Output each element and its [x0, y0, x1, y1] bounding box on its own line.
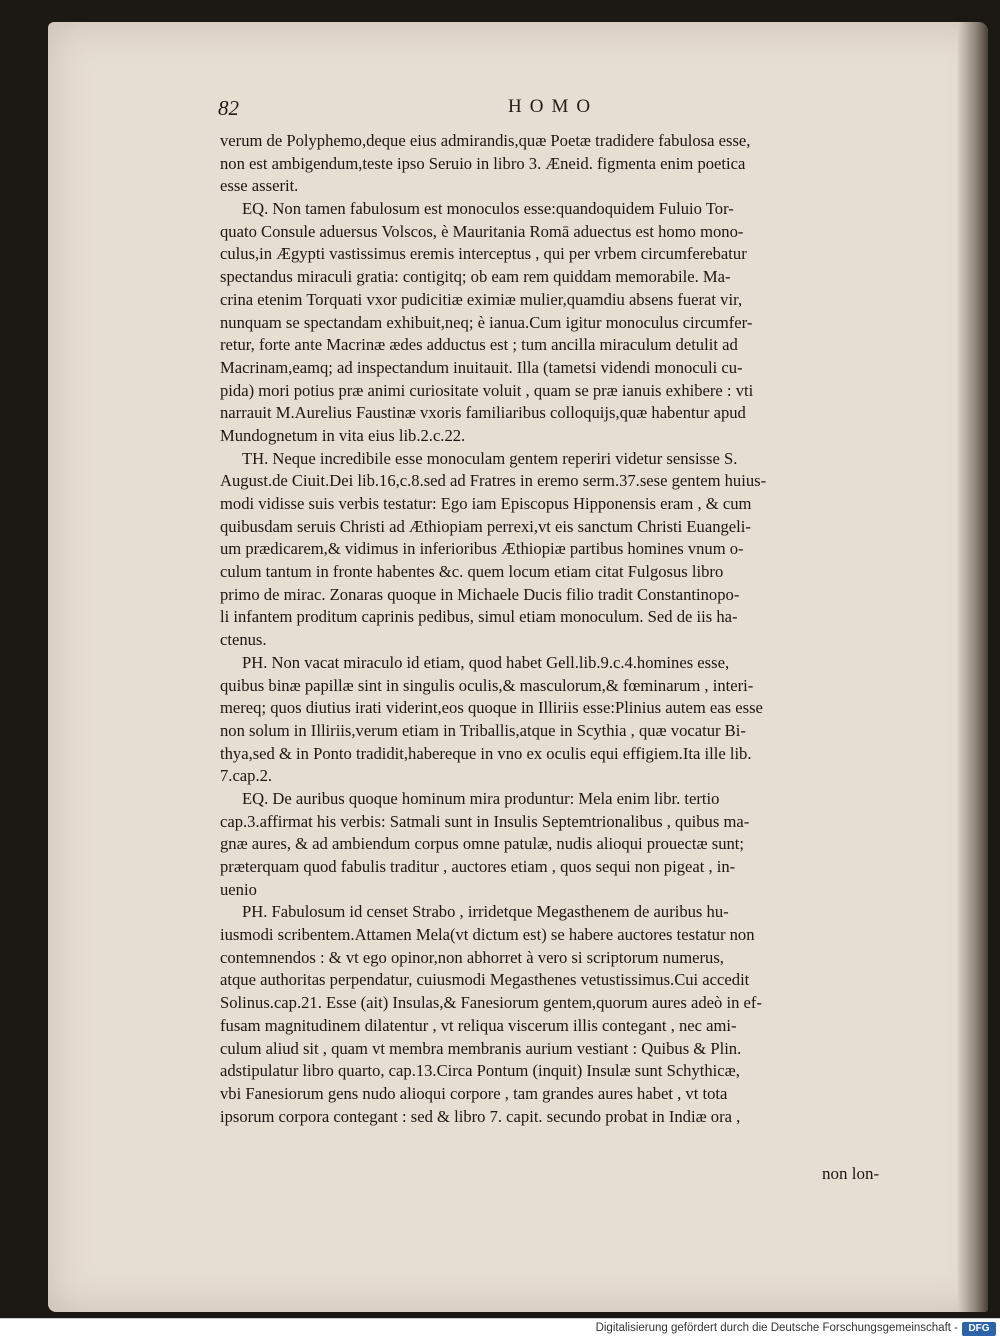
- text-line: culum aliud sit , quam vt membra membranis aurium vestiant : Quibus & Plin.: [220, 1038, 742, 1058]
- text-line: ipsorum corpora contegant : sed & libro 7. capit. secundo probat in Indiæ ora ,: [220, 1106, 741, 1126]
- text-line: vbi Fanesiorum gens nudo alioqui corpore , tam grandes aures habet , vt tota: [220, 1083, 728, 1103]
- text-line: narrauit M.Aurelius Faustinæ vxoris familiaribus colloquijs,quæ habentur apud: [220, 403, 746, 423]
- text-line: culus,in Ægypti vastissimus eremis interceptus , qui per vrbem circumferebatur: [220, 244, 747, 264]
- text-line: non est ambigendum,teste ipso Seruio in libro 3. Æneid. figmenta enim poetica: [220, 153, 746, 173]
- text-line: Mundognetum in vita eius lib.2.c.22.: [220, 425, 466, 445]
- text-line: August.de Ciuit.Dei lib.16,c.8.sed ad Fratres in eremo serm.37.sese gentem huius-: [220, 471, 767, 491]
- text-line: iusmodi scribentem.Attamen Mela(vt dictum est) se habere auctores testatur non: [220, 925, 755, 945]
- text-line: thya,sed & in Ponto tradidit,habereque in vno ex oculis equi effigiem.Ita ille lib.: [220, 743, 752, 763]
- text-line: spectandus miraculi gratia: contigitq; ob eam rem quiddam memorabile. Ma-: [220, 267, 731, 287]
- text-line: pida) mori potius præ animi curiositate voluit , quam se præ ianuis exhibere : vti: [220, 380, 754, 400]
- text-line: PH. Non vacat miraculo id etiam, quod habet Gell.lib.9.c.4.homines esse,: [242, 652, 730, 672]
- running-head: HOMO: [508, 96, 599, 117]
- text-line: præterquam quod fabulis traditur , auctores etiam , quos sequi non pigeat , in-: [220, 857, 736, 876]
- text-line: li infantem proditum caprinis pedibus, simul etiam monoculum. Sed de iis ha-: [220, 607, 738, 627]
- text-line: EQ. Non tamen fabulosum est monoculos esse:quandoquidem Fuluio Tor-: [242, 199, 734, 219]
- page-header: [218, 96, 938, 124]
- text-line: non solum in Illiriis,verum etiam in Triballis,atque in Scythia , quæ vocatur Bi-: [220, 720, 746, 740]
- text-line: gnæ aures, & ad ambiendum corpus omne patulæ, nudis alioqui prouectæ sunt;: [220, 834, 745, 854]
- text-line: quato Consule aduersus Volscos, è Mauritania Romā aduectus est homo mono-: [220, 221, 744, 241]
- text-line: quibusdam seruis Christi ad Æthiopiam perrexi,vt eis sanctum Christi Euangeli-: [220, 516, 751, 536]
- text-line: fusam magnitudinem dilatentur , vt reliqua viscerum illis contegant , nec ami-: [220, 1015, 737, 1035]
- footer-bar: [0, 1318, 1000, 1340]
- text-line: verum de Polyphemo,deque eius admirandis,quæ Poetæ tradidere fabulosa esse,: [220, 131, 751, 150]
- text-line: modi vidisse suis verbis testatur: Ego iam Episcopus Hipponensis eram , & cum: [220, 494, 752, 513]
- text-line: nunquam se spectandam exhibuit,neq; è ianua.Cum igitur monoculus circumfer-: [220, 312, 753, 332]
- page-number: 82: [218, 96, 239, 120]
- text-line: 7.cap.2.: [220, 766, 273, 786]
- text-line: adstipulatur libro quarto, cap.13.Circa Pontum (inquit) Insulæ sunt Schythicæ,: [220, 1061, 740, 1081]
- body-text: [220, 130, 902, 1128]
- catchword: non lon-: [822, 1164, 880, 1183]
- text-line: retur, forte ante Macrinæ ædes adductus est ; tum ancilla miraculum detulit ad: [220, 335, 738, 355]
- text-line: uenio: [220, 879, 257, 899]
- text-line: TH. Neque incredibile esse monoculam gentem reperiri videtur sensisse S.: [242, 448, 738, 468]
- text-line: EQ. De auribus quoque hominum mira produntur: Mela enim libr. tertio: [242, 788, 720, 808]
- text-line: cap.3.affirmat his verbis: Satmali sunt in Insulis Septemtrionalibus , quibus ma-: [220, 811, 750, 831]
- text-line: mereq; quos diutius irati viderint,eos quoque in Illiriis esse:Plinius autem eas esse: [220, 698, 763, 718]
- text-line: quibus binæ papillæ sint in singulis oculis,& masculorum,& fœminarum , interi-: [220, 675, 754, 695]
- dfg-logo-icon: DFG: [962, 1322, 996, 1336]
- text-line: contemnendos : & vt ego opinor,non abhorret à vero si scriptorum numerus,: [220, 947, 724, 967]
- text-line: esse asserit.: [220, 176, 299, 196]
- text-line: PH. Fabulosum id censet Strabo , irridetque Megasthenem de auribus hu-: [242, 902, 729, 922]
- text-line: primo de mirac. Zonaras quoque in Michaele Ducis filio tradit Constantinopo-: [220, 584, 740, 604]
- funding-credit: Digitalisierung gefördert durch die Deutsche Forschungsgemeinschaft -: [595, 1322, 958, 1334]
- text-line: Macrinam,eamq; ad inspectandum inuitauit. Illa (tametsi videndi monoculi cu-: [220, 357, 743, 377]
- page-edge: [958, 22, 988, 1312]
- text-line: ctenus.: [220, 630, 267, 650]
- text-line: atque authoritas perpendatur, cuiusmodi Megasthenes vetustissimus.Cui accedit: [220, 970, 750, 990]
- text-line: crina etenim Torquati vxor pudicitiæ eximiæ mulier,quamdiu absens fuerat vir,: [220, 289, 743, 309]
- text-line: Solinus.cap.21. Esse (ait) Insulas,& Fanesiorum gentem,quorum aures adeò in ef-: [220, 993, 762, 1013]
- text-line: um prædicarem,& vidimus in inferioribus Æthiopiæ partibus homines vnum o-: [220, 539, 744, 559]
- text-line: culum tantum in fronte habentes &c. quem locum etiam citat Fulgosus libro: [220, 562, 724, 582]
